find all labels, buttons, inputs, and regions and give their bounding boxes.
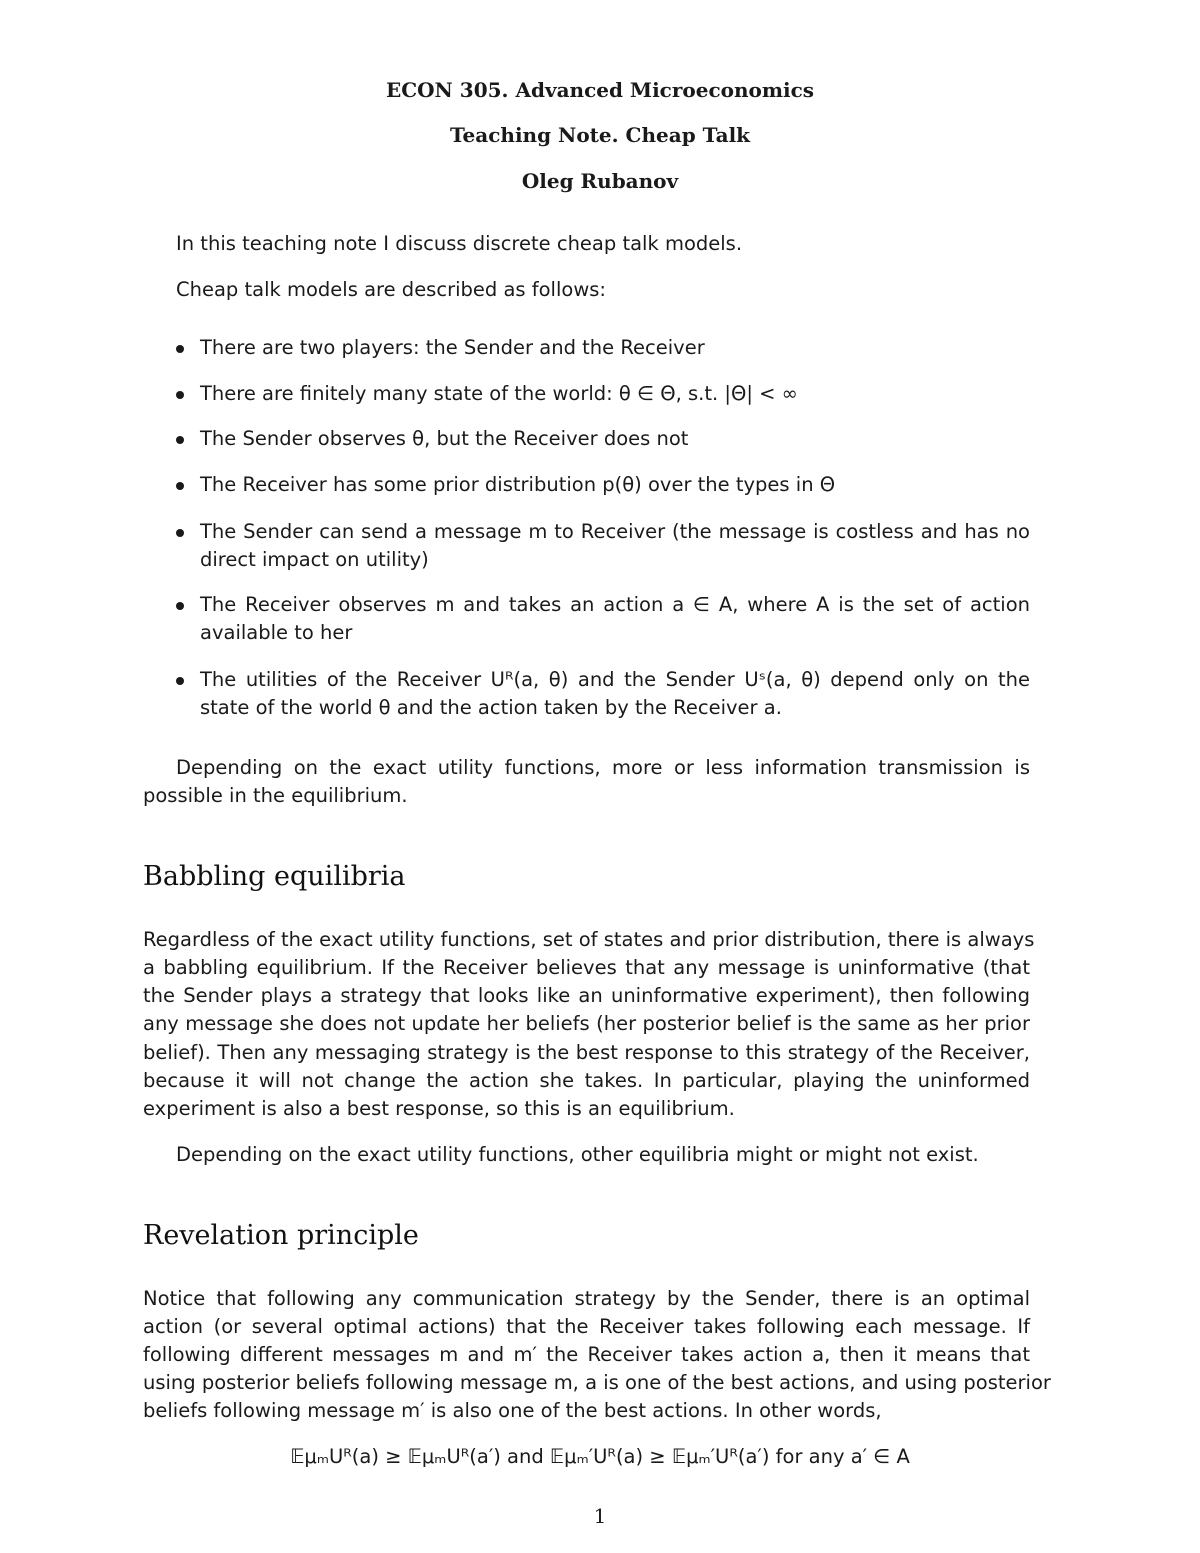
bullet-marker xyxy=(176,482,184,490)
bullet-marker xyxy=(176,345,184,353)
paragraph-line: belief). Then any messaging strategy is the best response to this strategy of the Receiver, xyxy=(143,1041,1030,1064)
paragraph-line: Regardless of the exact utility functions, set of states and prior distribution, there is always xyxy=(143,928,1035,951)
paragraph-line: following different messages m and m′ the Receiver takes action a, then it means that xyxy=(143,1343,1030,1366)
paragraph-line: because it will not change the action she takes. In particular, playing the uninformed xyxy=(143,1069,1030,1092)
list-item: There are finitely many state of the world: θ ∈ Θ, s.t. |Θ| < ∞ xyxy=(200,382,798,405)
transmission-paragraph-line: possible in the equilibrium. xyxy=(143,784,408,807)
list-item: The Receiver has some prior distribution p(θ) over the types in Θ xyxy=(200,473,836,496)
paragraph-line: experiment is also a best response, so this is an equilibrium. xyxy=(143,1097,735,1120)
transmission-paragraph-line: Depending on the exact utility functions, more or less information transmission is xyxy=(176,756,1030,779)
section-heading-babbling: Babbling equilibria xyxy=(143,861,406,892)
paragraph-line: action (or several optimal actions) that the Receiver takes following each message. If xyxy=(143,1315,1030,1338)
list-item: There are two players: the Sender and the Receiver xyxy=(200,336,705,359)
bullet-marker xyxy=(176,602,184,610)
list-item-continuation: state of the world θ and the action taken by the Receiver a. xyxy=(200,696,782,719)
list-item-continuation: available to her xyxy=(200,621,353,644)
paragraph-line: Notice that following any communication strategy by the Sender, there is an optimal xyxy=(143,1287,1030,1310)
paragraph-line: a babbling equilibrium. If the Receiver believes that any message is uninformative (that xyxy=(143,956,1030,979)
paragraph-line: the Sender plays a strategy that looks like an uninformative experiment), then following xyxy=(143,984,1030,1007)
list-item: The utilities of the Receiver Uᴿ(a, θ) and the Sender Uˢ(a, θ) depend only on the xyxy=(200,668,1030,691)
paragraph-line: beliefs following message m′ is also one of the best actions. In other words, xyxy=(143,1399,882,1422)
paragraph-line: using posterior beliefs following message m, a is one of the best actions, and using posterior xyxy=(143,1371,1051,1394)
author-name: Oleg Rubanov xyxy=(521,169,679,193)
list-item: The Receiver observes m and takes an action a ∈ A, where A is the set of action xyxy=(200,593,1030,616)
bullet-marker xyxy=(176,529,184,537)
section-heading-revelation: Revelation principle xyxy=(143,1220,419,1251)
note-title: Teaching Note. Cheap Talk xyxy=(449,123,751,147)
list-item-continuation: direct impact on utility) xyxy=(200,548,429,571)
page-number: 1 xyxy=(593,1504,607,1528)
optimality-formula: 𝔼μₘUᴿ(a) ≥ 𝔼μₘUᴿ(a′) and 𝔼μₘ′Uᴿ(a) ≥ 𝔼μₘ′Uᴿ(a′) for any a′ ∈ A xyxy=(290,1445,910,1468)
course-title: ECON 305. Advanced Microeconomics xyxy=(385,78,815,102)
babbling-paragraph-2: Depending on the exact utility functions, other equilibria might or might not exist. xyxy=(176,1143,979,1166)
bullet-marker xyxy=(176,677,184,685)
paragraph-line: any message she does not update her beliefs (her posterior belief is the same as her prior xyxy=(143,1012,1030,1035)
list-item: The Sender can send a message m to Receiver (the message is costless and has no xyxy=(200,520,1030,543)
bullet-marker xyxy=(176,391,184,399)
intro-paragraph-1: In this teaching note I discuss discrete cheap talk models. xyxy=(176,232,743,255)
bullet-marker xyxy=(176,436,184,444)
intro-paragraph-2: Cheap talk models are described as follows: xyxy=(176,278,606,301)
list-item: The Sender observes θ, but the Receiver does not xyxy=(200,427,689,450)
